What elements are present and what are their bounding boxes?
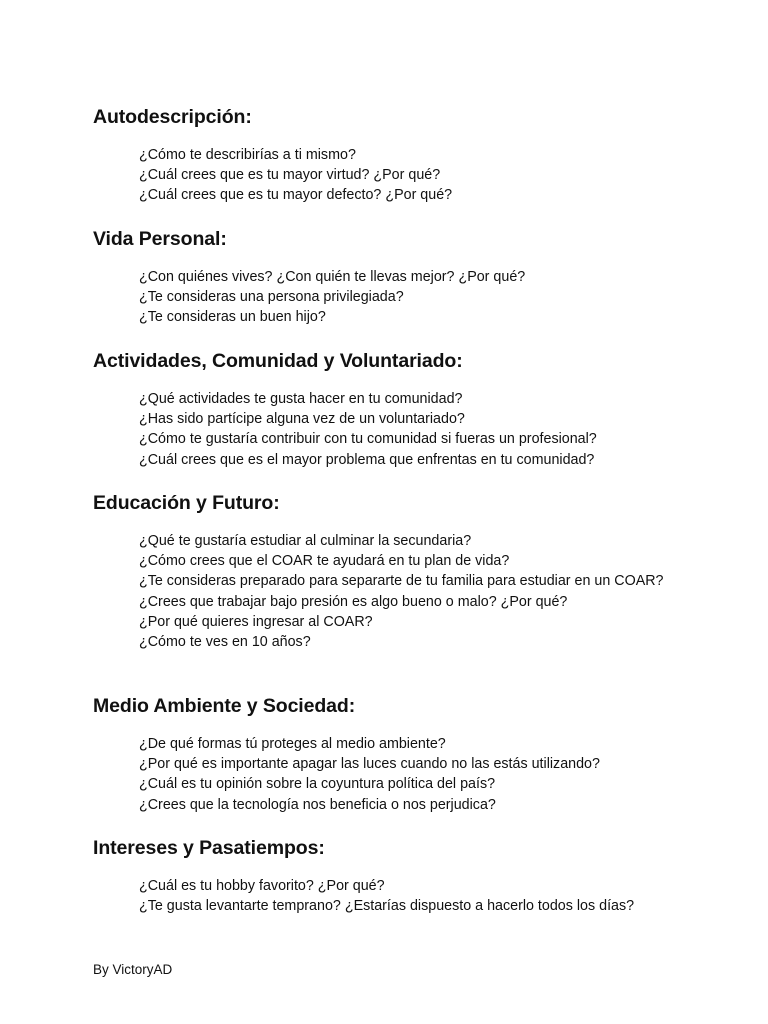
- section-intereses: [93, 836, 713, 915]
- section-heading: Vida Personal:: [93, 228, 227, 250]
- question-item: ¿Te consideras una persona privilegiada?: [139, 289, 404, 306]
- section-actividades: [93, 349, 713, 468]
- question-item: ¿Te gusta levantarte temprano? ¿Estarías dispuesto a hacerlo todos los días?: [139, 898, 635, 915]
- question-item: ¿Te consideras un buen hijo?: [139, 309, 326, 326]
- question-item: ¿Qué actividades te gusta hacer en tu comunidad?: [139, 391, 463, 407]
- question-item: ¿Cuál es tu hobby favorito? ¿Por qué?: [139, 878, 385, 894]
- question-item: ¿Con quiénes vives? ¿Con quién te llevas mejor? ¿Por qué?: [139, 269, 526, 285]
- question-item: ¿Cuál crees que es tu mayor defecto? ¿Por qué?: [139, 187, 453, 204]
- question-list: [93, 267, 679, 328]
- section-autodescripcion: [93, 105, 713, 204]
- question-list: [93, 734, 679, 815]
- question-item: ¿Crees que trabajar bajo presión es algo bueno o malo? ¿Por qué?: [139, 593, 568, 610]
- section-heading: Medio Ambiente y Sociedad:: [93, 695, 356, 717]
- question-item: ¿Cuál crees que es el mayor problema que enfrentas en tu comunidad?: [139, 451, 595, 468]
- question-item: ¿Crees que la tecnología nos beneficia o nos perjudica?: [139, 796, 496, 813]
- section-heading: Educación y Futuro:: [93, 492, 280, 514]
- question-list: [93, 531, 679, 652]
- section-heading: Actividades, Comunidad y Voluntariado:: [93, 350, 463, 372]
- section-educacion: [93, 491, 713, 651]
- question-item: ¿Por qué es importante apagar las luces cuando no las estás utilizando?: [139, 756, 600, 773]
- footer-author: By VictoryAD: [93, 962, 173, 977]
- section-medio-ambiente: [93, 694, 713, 813]
- question-item: ¿Cómo te gustaría contribuir con tu comunidad si fueras un profesional?: [139, 431, 597, 448]
- question-list: [93, 876, 679, 916]
- question-item: ¿De qué formas tú proteges al medio ambiente?: [139, 736, 446, 752]
- question-item: ¿Cómo te ves en 10 años?: [139, 634, 311, 651]
- section-vida-personal: [93, 227, 713, 326]
- question-list: [93, 145, 679, 206]
- section-heading: Autodescripción:: [93, 106, 252, 128]
- question-item: ¿Cuál crees que es tu mayor virtud? ¿Por qué?: [139, 167, 441, 184]
- section-heading: Intereses y Pasatiempos:: [93, 837, 325, 859]
- question-item: ¿Cuál es tu opinión sobre la coyuntura política del país?: [139, 776, 496, 793]
- question-list: [93, 389, 679, 470]
- question-item: ¿Cómo crees que el COAR te ayudará en tu plan de vida?: [139, 553, 510, 570]
- question-item: ¿Cómo te describirías a ti mismo?: [139, 147, 356, 163]
- question-item: ¿Por qué quieres ingresar al COAR?: [139, 613, 373, 630]
- question-item: ¿Has sido partícipe alguna vez de un voluntariado?: [139, 411, 465, 428]
- question-item: ¿Qué te gustaría estudiar al culminar la secundaria?: [139, 533, 472, 549]
- question-item: ¿Te consideras preparado para separarte de tu familia para estudiar en un COAR?: [139, 573, 664, 590]
